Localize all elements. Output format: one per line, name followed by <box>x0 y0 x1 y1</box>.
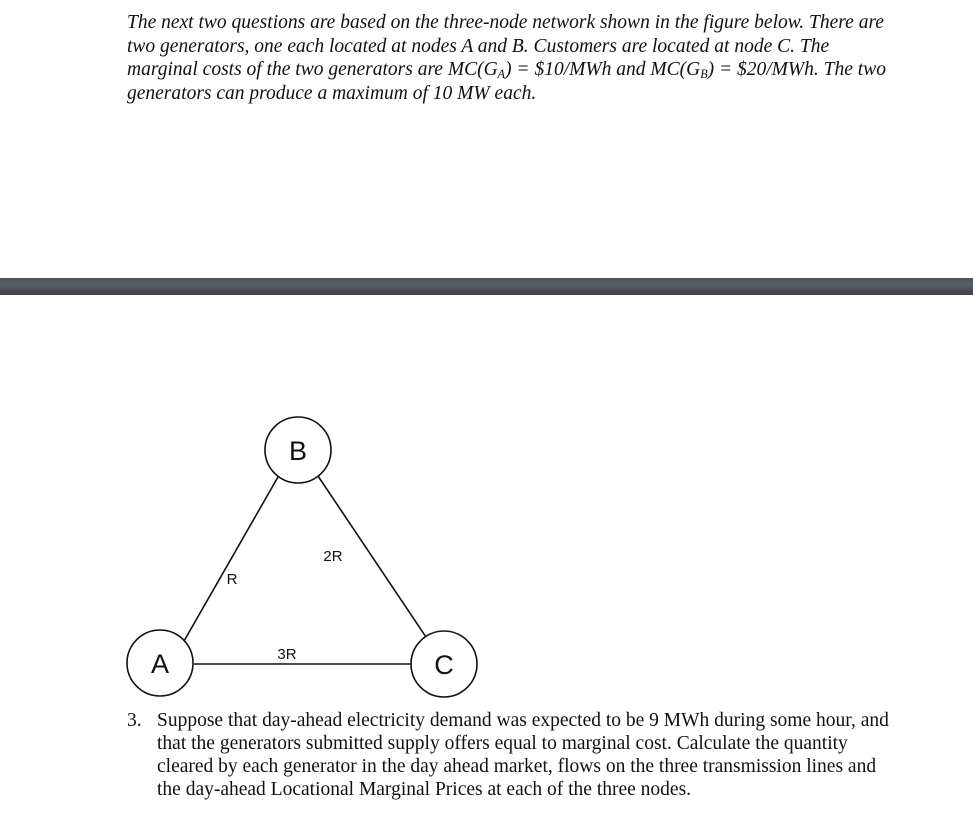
intro-line-3-suffix: ) = $20/MWh. The two <box>707 59 886 80</box>
intro-line-1: The next two questions are based on the three-node network shown in the figure below. There are <box>127 12 884 33</box>
intro-line-4: generators can produce a maximum of 10 MW each. <box>127 82 537 104</box>
intro-line-3-prefix: marginal costs of the two generators are MC(G <box>127 59 498 80</box>
line-label-a-b: R <box>226 571 238 588</box>
question-line-4: the day-ahead Locational Marginal Prices at each of the three nodes. <box>157 779 692 800</box>
node-b-label: B <box>288 436 308 466</box>
subscript-a: A <box>497 67 506 82</box>
node-c-label: C <box>434 650 454 680</box>
line-label-a-c: 3R <box>277 646 297 663</box>
intro-line-2: two generators, one each located at nodes A and B. Customers are located at node C. The <box>127 35 830 57</box>
question-number: 3. <box>127 710 142 731</box>
subscript-b: B <box>700 67 708 82</box>
node-a-label: A <box>150 649 170 679</box>
line-label-b-c: 2R <box>323 548 343 565</box>
intro-line-3-mid: ) = $10/MWh and MC(G <box>505 59 701 80</box>
line-a-b <box>180 470 282 648</box>
question-line-1: Suppose that day-ahead electricity demand was expected to be 9 MWh during some hour, and <box>157 710 889 731</box>
question-line-3: cleared by each generator in the day ahead market, flows on the three transmission lines and <box>157 756 877 777</box>
question-3 <box>127 709 947 801</box>
question-line-2: that the generators submitted supply offers equal to marginal cost. Calculate the quantity <box>157 733 848 754</box>
